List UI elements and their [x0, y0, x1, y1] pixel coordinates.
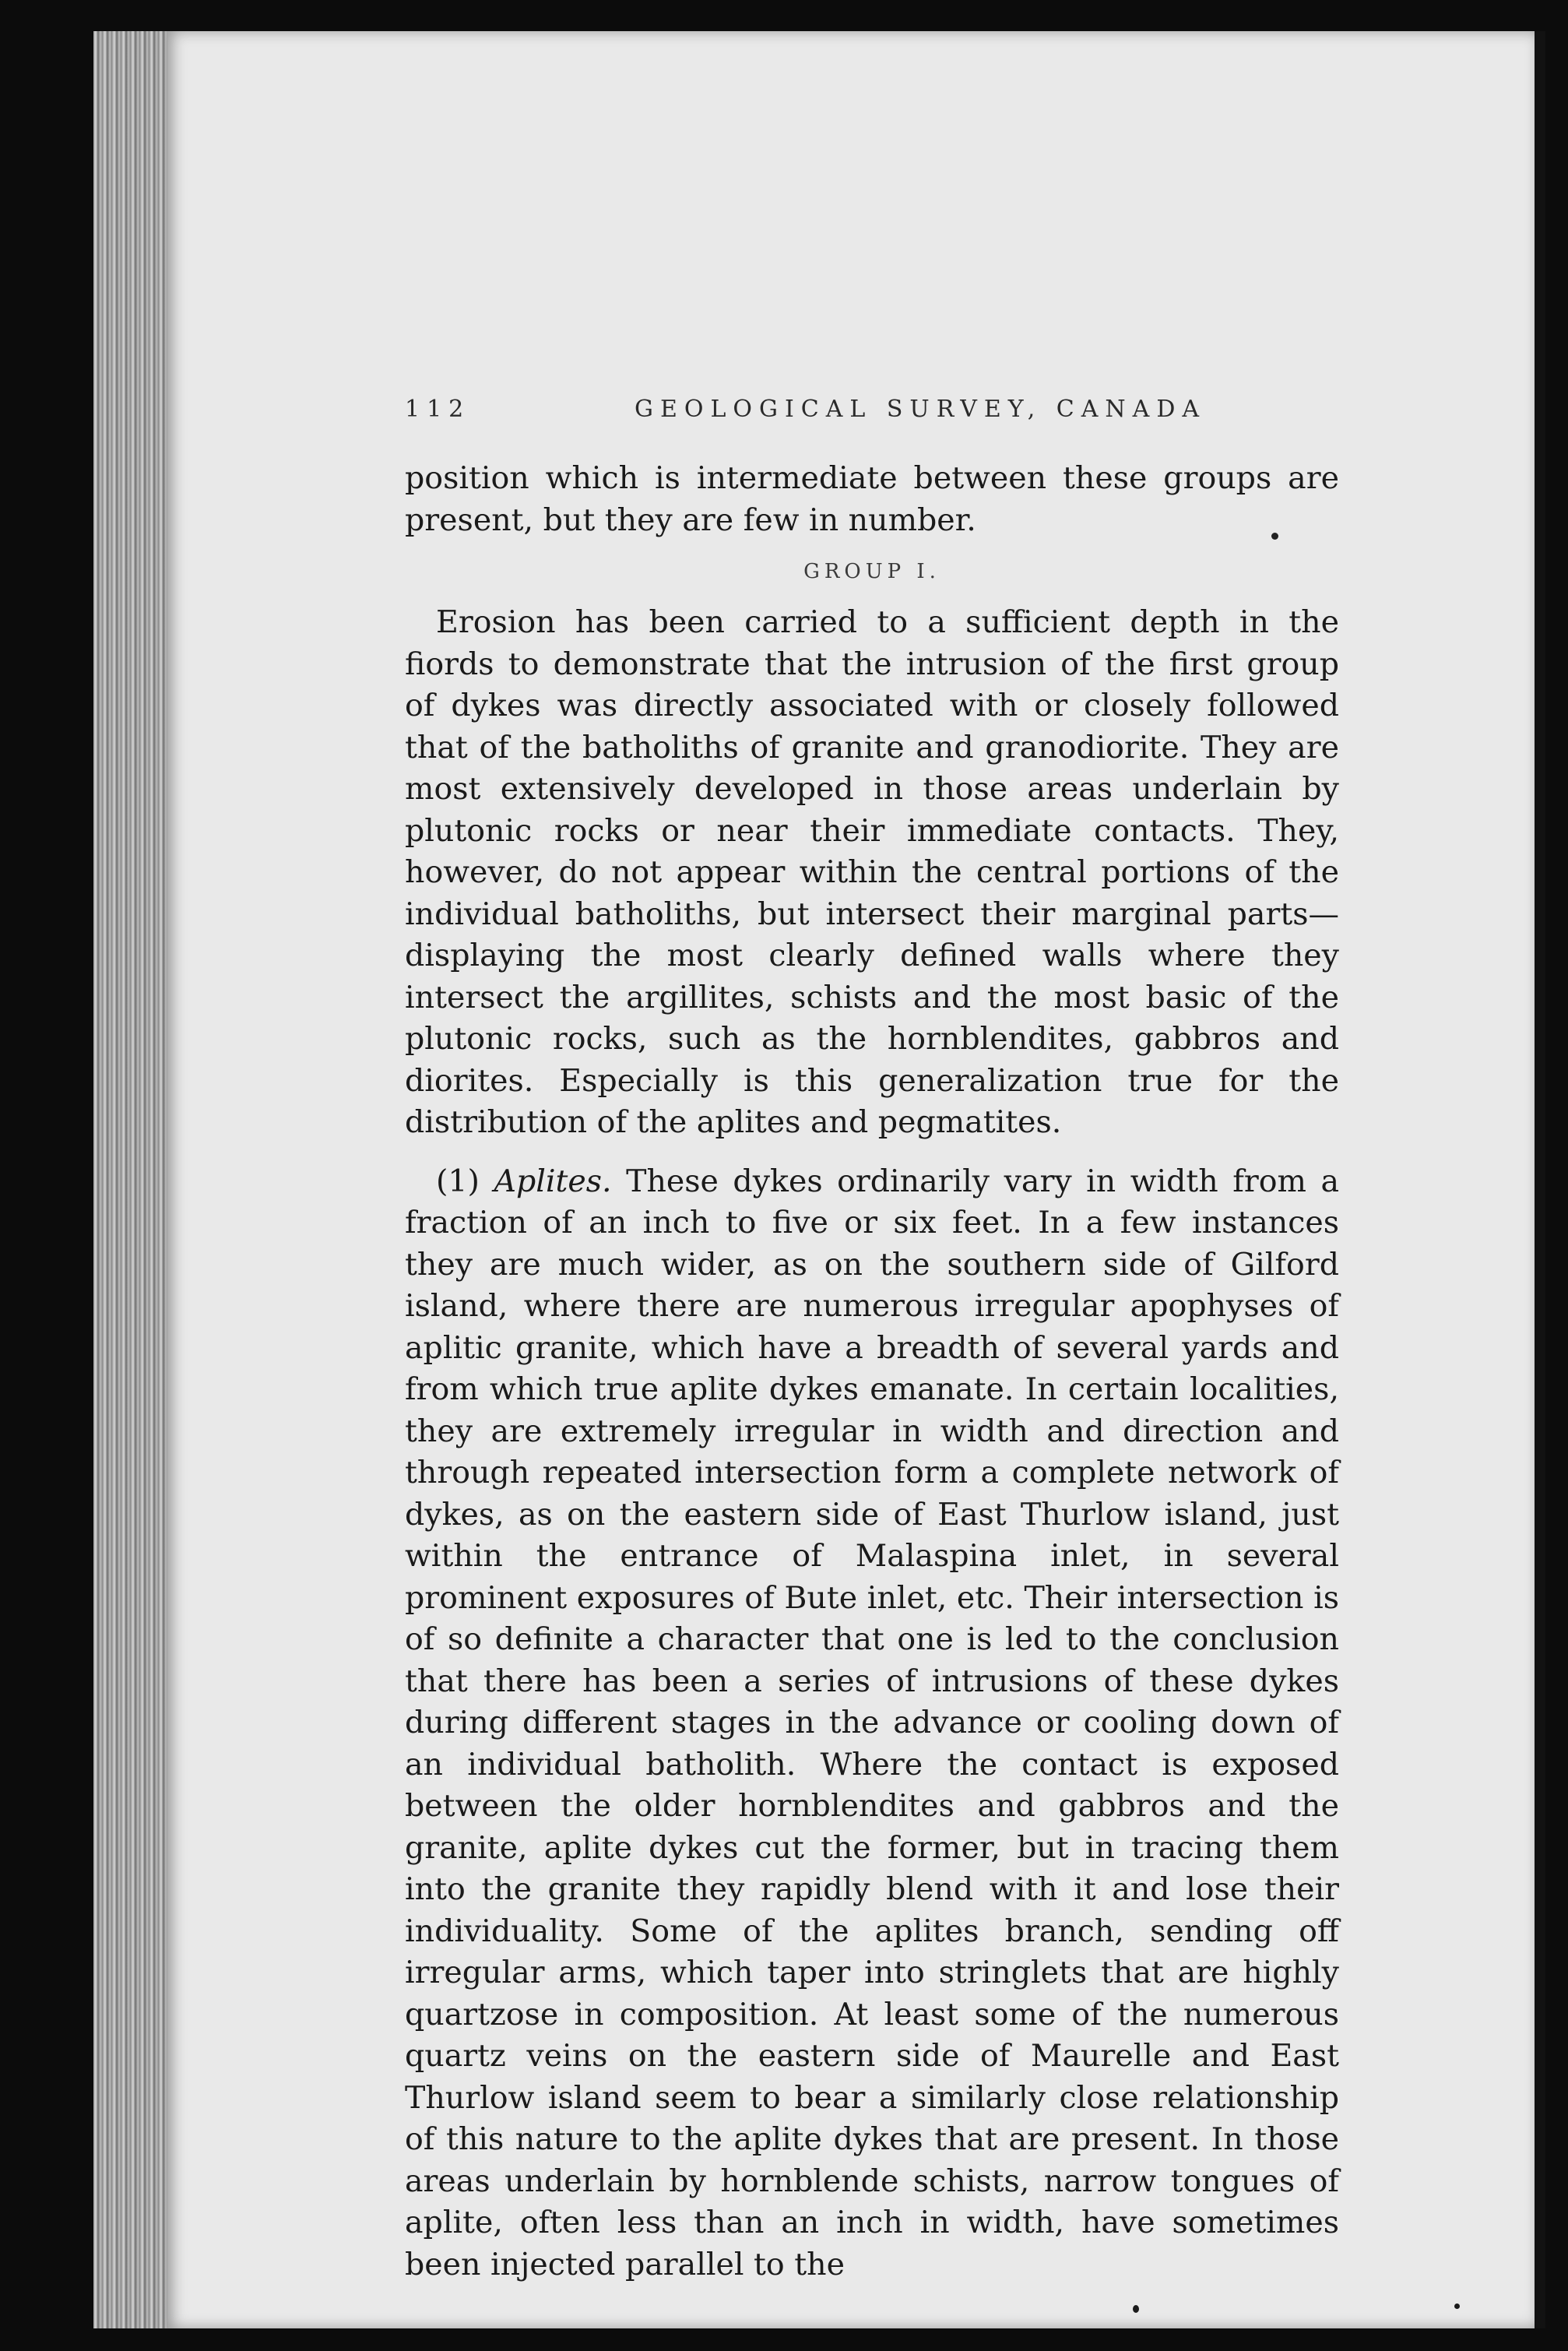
- paragraph-erosion: Erosion has been carried to a sufficient depth in the fiords to demonstrate that the intrusion of the first group of dykes was directly associated with or closely followed that of the batholiths of granite and granodiorite. They are most extensively developed in those areas underlain by plutonic rocks or near their immediate contacts. They, however, do not appear within the central portions of the individual batholiths, but intersect their marginal parts—displaying the most clearly defined walls where they intersect the argillites, schists and the most basic of the plutonic rocks, such as the hornblendites, gabbros and diorites. Especially is this generalization true for the distribution of the aplites and pegmatites.: [405, 604, 1339, 1140]
- item-term: Aplites.: [494, 1163, 612, 1199]
- running-head: GEOLOGICAL SURVEY, CANADA: [635, 396, 1207, 423]
- page-right-edge: [1535, 31, 1545, 2328]
- ink-speck: [1133, 2305, 1139, 2313]
- page-header: [405, 396, 1339, 427]
- item-number: (1): [436, 1163, 480, 1199]
- section-heading: GROUP I.: [803, 560, 940, 583]
- page-number: 112: [405, 396, 471, 423]
- ink-speck: [1454, 2303, 1460, 2309]
- paragraph-continued: position which is intermediate between these groups are present, but they are few in number.: [405, 460, 1339, 538]
- paragraph-aplites-text: These dykes ordinarily vary in width from a fraction of an inch to five or six feet. In a few instances they are much wider, as on the southern side of Gilford island, where there are numerous irregular apophyses of aplitic granite, which have a breadth of several yards and from which true aplite dykes emanate. In certain localities, they are extremely irregular in width and direction and through repeated intersection form a complete network of dykes, as on the eastern side of East Thurlow island, just within the entrance of Malaspina inlet, in several prominent exposures of Bute inlet, etc. Their intersection is of so definite a character that one is led to the conclusion that there has been a series of intrusions of these dykes during different stages in the advance or cooling down of an individual batholith. Where the contact is exposed between the older hornblendites and gabbros and the granite, aplite dykes cut the former, but in tracing them into the granite they rapidly blend with it and lose their individuality. Some of the aplites branch, sending off irregular arms, which taper into stringlets that are highly quartzose in composition. At least some of the numerous quartz veins on the eastern side of Maurelle and East Thurlow island seem to bear a similarly close relationship of this nature to the aplite dykes that are present. In those areas underlain by hornblende schists, narrow tongues of aplite, often less than an inch in width, have sometimes been injected parallel to the: [405, 1163, 1340, 2282]
- paragraph-aplites: [405, 1161, 1339, 2286]
- book-binding-edge: [93, 31, 171, 2328]
- body-text: [405, 458, 1339, 2286]
